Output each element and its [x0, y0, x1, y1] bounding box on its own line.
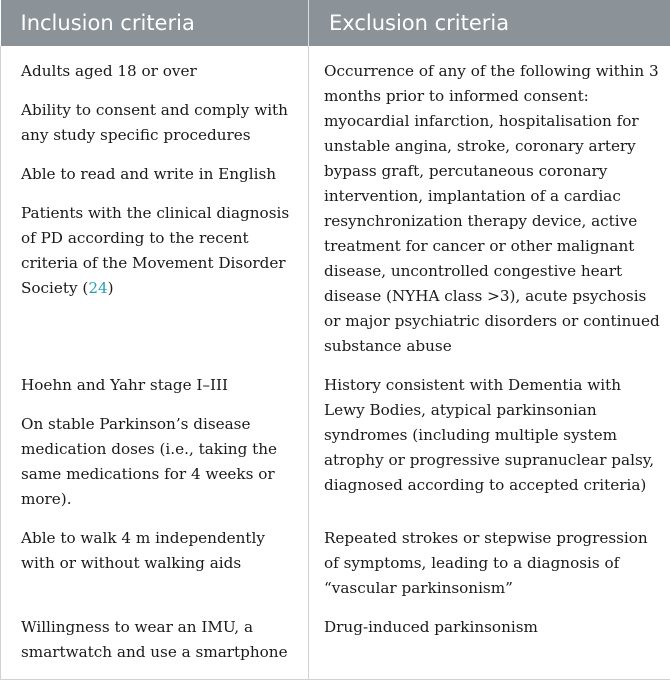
table-row	[1, 615, 670, 680]
exclusion-item: Drug-induced parkinsonism	[324, 618, 538, 636]
exclusion-cell-group-3	[309, 526, 670, 615]
exclusion-cell-group-1	[309, 46, 670, 373]
inclusion-item: Able to read and write in English	[21, 165, 277, 183]
exclusion-item: History consistent with Dementia with Lewy Bodies, atypical parkinsonian syndromes (including multiple system atrophy or progressive supranuclear palsy, diagnosed according to accepted criteria)	[324, 376, 655, 494]
inclusion-item: Hoehn and Yahr stage I–III	[21, 376, 229, 394]
inclusion-text-suffix: )	[107, 279, 114, 297]
inclusion-header: Inclusion criteria	[1, 0, 309, 46]
exclusion-cell-group-4	[309, 615, 670, 680]
inclusion-item	[21, 201, 302, 301]
inclusion-item: Ability to consent and comply with any study specific procedures	[21, 101, 288, 144]
inclusion-cell-group-4	[1, 615, 309, 680]
reference-link[interactable]: 24	[88, 279, 108, 297]
inclusion-cell-group-1	[1, 46, 309, 373]
exclusion-item: Repeated strokes or stepwise progression of symptoms, leading to a diagnosis of “vascular parkinsonism”	[324, 529, 648, 597]
inclusion-cell-group-2	[1, 373, 309, 526]
header-row	[1, 0, 670, 46]
inclusion-item: Adults aged 18 or over	[21, 62, 197, 80]
inclusion-item: On stable Parkinson’s disease medication doses (i.e., taking the same medications for 4 weeks or more).	[21, 415, 278, 508]
inclusion-cell-group-3	[1, 526, 309, 615]
inclusion-item: Willingness to wear an IMU, a smartwatch and use a smartphone	[21, 618, 288, 661]
exclusion-header: Exclusion criteria	[309, 0, 670, 46]
exclusion-cell-group-2	[309, 373, 670, 526]
inclusion-item: Able to walk 4 m independently with or without walking aids	[21, 529, 265, 572]
table-row	[1, 46, 670, 373]
table-row	[1, 373, 670, 526]
table-row	[1, 526, 670, 615]
exclusion-item: Occurrence of any of the following within 3 months prior to informed consent: myocardial infarction, hospitalisation for unstable angina, stroke, coronary artery bypass graft, percutaneous coronary intervention, implantation of a cardiac resynchronization therapy device, active treatment for cancer or other malignant disease, uncontrolled congestive heart disease (NYHA class >3), acute psychosis or major psychiatric disorders or continued substance abuse	[324, 62, 660, 355]
inclusion-text: Patients with the clinical diagnosis of PD according to the recent criteria of the Movement Disorder Society (	[21, 204, 290, 297]
